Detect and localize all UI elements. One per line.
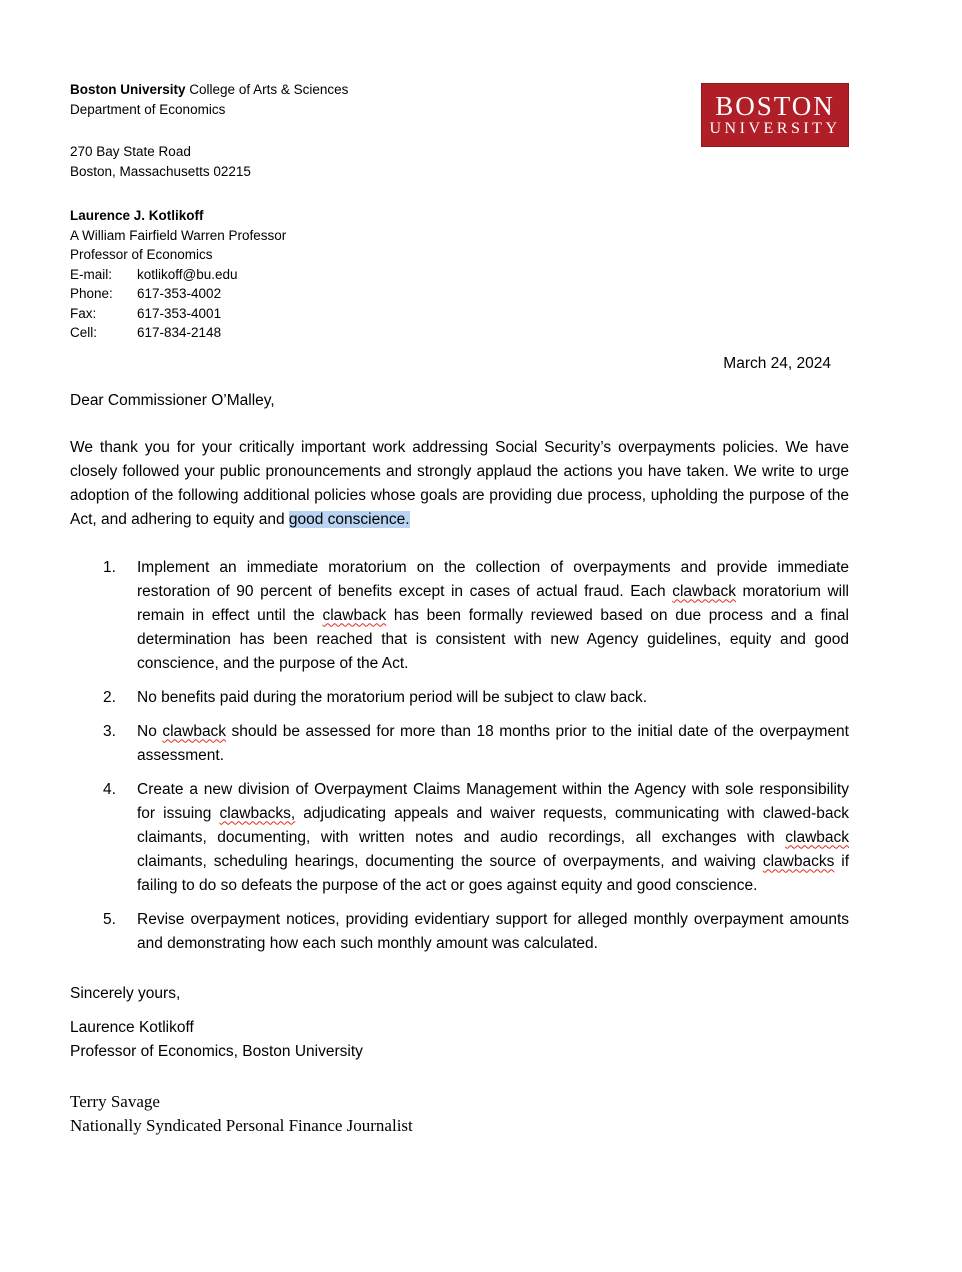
list-item-5-number: 5. — [103, 910, 116, 928]
list-item-4-text — [137, 778, 849, 898]
list-item-4 — [103, 778, 849, 898]
list-item-4-seg: claimants, scheduling hearings, documenting the source of overpayments, and waiving — [137, 852, 763, 870]
header-left — [70, 80, 348, 343]
list-item-5 — [103, 908, 849, 956]
list-item-2-text — [137, 686, 849, 710]
letter-date: March 24, 2024 — [723, 354, 831, 372]
signer-1-title: Professor of Economics, Boston University — [70, 1042, 363, 1060]
list-item-1-text — [137, 556, 849, 676]
misspelled-word: clawback — [785, 828, 849, 846]
institution-college: College of Arts & Sciences — [185, 82, 349, 97]
bu-logo-boston-text: BOSTON — [715, 91, 835, 121]
letter-body — [70, 389, 849, 1138]
contact-email-value: kotlikoff@bu.edu — [137, 266, 238, 282]
list-item-4-number: 4. — [103, 780, 116, 798]
misspelled-word: clawback — [322, 606, 387, 624]
contact-phone-label: Phone: — [70, 286, 113, 301]
misspelled-word: clawback — [672, 582, 736, 600]
contact-phone-value: 617-353-4002 — [137, 286, 222, 301]
list-item-3-text — [137, 720, 849, 768]
misspelled-word: clawbacks, — [219, 804, 296, 822]
list-item-4-seg: if failing to do so defeats the purpose of the act or goes against equity and good conscience. — [137, 852, 849, 894]
list-item-2 — [103, 686, 849, 710]
list-item-3-seg: should be assessed for more than 18 months prior to the initial date of the overpayment assessment. — [137, 722, 849, 764]
closing-block — [70, 982, 849, 1138]
list-item-2-number: 2. — [103, 688, 116, 706]
institution-line — [70, 80, 348, 100]
contact-fax-row — [70, 304, 348, 324]
contact-email-label: E-mail: — [70, 266, 113, 282]
address-line-1: 270 Bay State Road — [70, 144, 191, 159]
signer-1-name: Laurence Kotlikoff — [70, 1018, 194, 1036]
letter-header — [70, 80, 849, 343]
list-item-1-seg: has been formally reviewed based on due process and a final determination has been reached that is consistent with new Agency guidelines, equity and good conscience, and the purpose of the Act. — [137, 606, 849, 672]
intro-text: We thank you for your critically important work addressing Social Security’s overpayments policies. We have closely followed your public pronouncements and strongly applaud the actions you have taken. We write to urge adoption of the following additional policies whose goals are providing due process, upholding the purpose of the Act, and adhering to equity and — [70, 438, 849, 528]
sender-name: Laurence J. Kotlikoff — [70, 208, 204, 223]
list-item-1-seg: Implement an immediate moratorium on the collection of overpayments and provide immediate restoration of 90 percent of benefits except in cases of actual fraud. Each — [137, 558, 849, 600]
contact-cell-value: 617-834-2148 — [137, 325, 222, 340]
signer-2-title: Nationally Syndicated Personal Finance Journalist — [70, 1115, 413, 1135]
address-block — [70, 142, 348, 181]
contact-fax-label: Fax: — [70, 305, 97, 321]
highlighted-text: good conscience. — [288, 510, 410, 528]
bu-logo — [701, 83, 849, 147]
contact-phone-row — [70, 284, 348, 304]
institution-name: Boston University — [70, 82, 186, 97]
list-item-3-number: 3. — [103, 722, 116, 740]
contact-email-row — [70, 265, 348, 285]
signer-2-name: Terry Savage — [70, 1091, 160, 1111]
list-item-5-seg: Revise overpayment notices, providing evidentiary support for alleged monthly overpayment amounts and demonstrating how each such monthly amount was calculated. — [137, 910, 849, 952]
list-item-3 — [103, 720, 849, 768]
misspelled-word: clawbacks — [762, 852, 835, 870]
list-item-1-number: 1. — [103, 558, 116, 576]
list-item-2-seg: No benefits paid during the moratorium period will be subject to claw back. — [137, 688, 648, 706]
policy-list — [70, 556, 849, 956]
valediction: Sincerely yours, — [70, 984, 181, 1002]
intro-paragraph — [70, 436, 849, 532]
list-item-1 — [103, 556, 849, 676]
signer-1 — [70, 1016, 849, 1064]
contact-fax-value: 617-353-4001 — [137, 305, 222, 321]
list-item-4-seg: Create a new division of Overpayment Claims Management within the Agency with sole responsibility for issuing — [137, 780, 849, 822]
list-item-5-text — [137, 908, 849, 956]
misspelled-word: clawback — [162, 722, 227, 740]
list-item-1-seg: moratorium will remain in effect until the — [137, 582, 849, 624]
list-item-3-seg: No — [137, 722, 163, 740]
address-line-2: Boston, Massachusetts 02215 — [70, 163, 251, 179]
signer-2 — [70, 1090, 849, 1138]
salutation: Dear Commissioner O’Malley, — [70, 391, 275, 409]
bu-logo-university-text: UNIVERSITY — [709, 120, 841, 137]
list-item-4-seg: adjudicating appeals and waiver requests, communicating with clawed-back claimants, documenting, with written notes and audio recordings, all exchanges with — [137, 804, 849, 846]
sender-title-2: Professor of Economics — [70, 247, 213, 262]
contact-cell-label: Cell: — [70, 325, 98, 340]
sender-title-1: A William Fairfield Warren Professor — [70, 227, 287, 243]
department-line: Department of Economics — [70, 101, 226, 117]
sender-block — [70, 206, 348, 343]
contact-cell-row — [70, 323, 348, 343]
